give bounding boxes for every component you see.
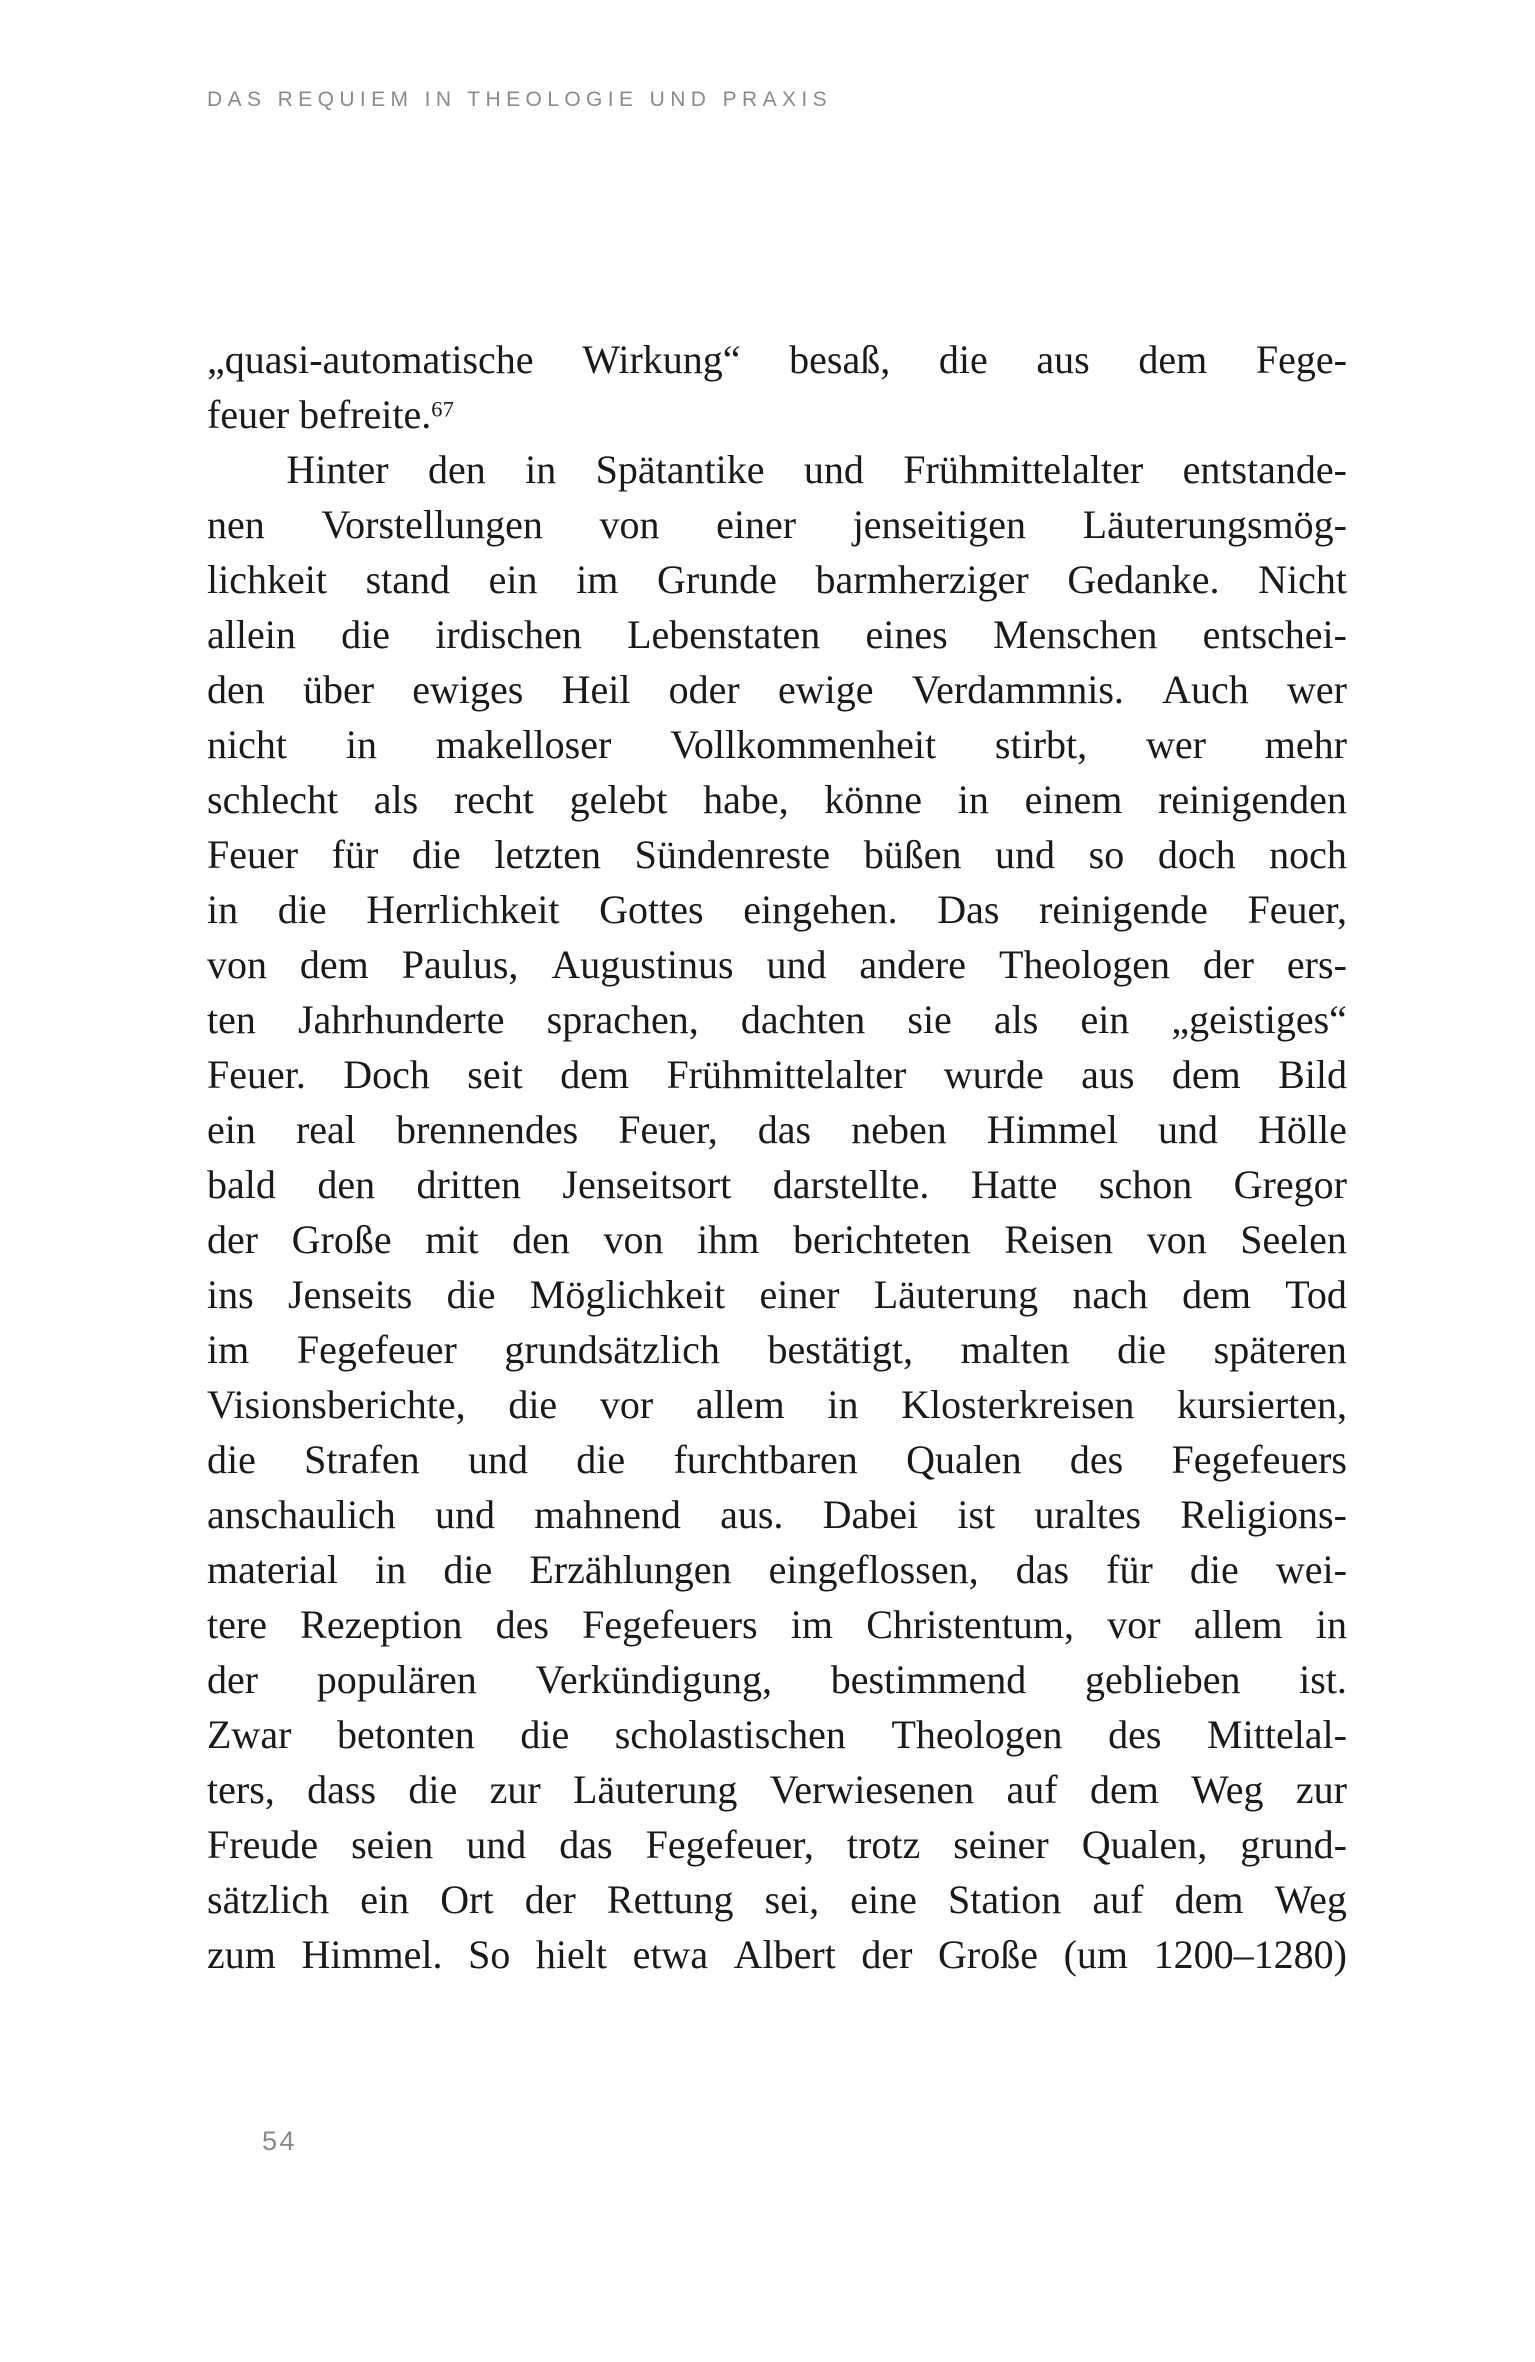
word: ins: [207, 1272, 254, 1317]
word: Nicht: [1258, 557, 1347, 602]
word: Fegefeuer: [296, 1327, 457, 1372]
word: Fege-: [1255, 337, 1347, 382]
word: die: [1189, 1547, 1239, 1592]
word: stirbt,: [994, 722, 1088, 767]
word: und: [467, 1437, 528, 1482]
word: die: [938, 337, 988, 382]
word: recht: [453, 777, 534, 822]
text-line: [207, 992, 1347, 1047]
word: des: [1069, 1437, 1124, 1482]
word: mahnend: [534, 1492, 681, 1537]
word: von: [599, 502, 660, 547]
word: Möglichkeit: [529, 1272, 726, 1317]
word: grund-: [1240, 1822, 1347, 1867]
word: über: [302, 667, 375, 712]
word: der: [207, 1657, 259, 1702]
word: schlecht: [207, 777, 339, 822]
word: dem: [1174, 1877, 1244, 1922]
text-line: [207, 1377, 1347, 1432]
word: Grunde: [656, 557, 777, 602]
word: Feuer,: [618, 1107, 718, 1152]
word: als: [373, 777, 419, 822]
word: der: [861, 1932, 913, 1977]
word: wei-: [1275, 1547, 1347, 1592]
word: Feuer.: [207, 1052, 306, 1097]
word: Christentum,: [866, 1602, 1075, 1647]
word: Jenseitsort: [562, 1162, 732, 1207]
word: dem: [1138, 337, 1208, 382]
word: Hatte: [970, 1162, 1058, 1207]
word: einer: [759, 1272, 840, 1317]
word: Gottes: [599, 887, 704, 932]
word: material: [207, 1547, 339, 1592]
word: ein: [360, 1877, 410, 1922]
word: im: [576, 557, 619, 602]
word: Dabei: [822, 1492, 919, 1537]
text-line: [207, 1872, 1347, 1927]
word: entschei-: [1202, 612, 1347, 657]
text-line: [207, 1322, 1347, 1377]
word: auf: [1092, 1877, 1144, 1922]
word: wer: [1286, 667, 1347, 712]
word: Theologen: [998, 942, 1170, 987]
word: Herrlichkeit: [366, 887, 560, 932]
word: Auch: [1162, 667, 1249, 712]
word: die: [508, 1382, 558, 1427]
word: sie: [907, 997, 952, 1042]
word: letzten: [494, 832, 601, 877]
word: kursierten,: [1177, 1382, 1347, 1427]
word: betonten: [337, 1712, 475, 1757]
page-number: 54: [262, 2126, 298, 2156]
text-line: [207, 1652, 1347, 1707]
word: ewiges: [412, 667, 524, 712]
word: ein: [1080, 997, 1130, 1042]
word: trotz: [846, 1822, 921, 1867]
text-block: [207, 332, 1347, 1982]
word: feuer befreite.: [207, 392, 432, 437]
word: So: [468, 1932, 511, 1977]
word: Theologen: [891, 1712, 1063, 1757]
word: des: [495, 1602, 549, 1647]
word: büßen: [863, 832, 962, 877]
word: dritten: [416, 1162, 521, 1207]
word: zur: [1295, 1767, 1347, 1812]
word: Paulus,: [401, 942, 519, 987]
word: barmherziger: [815, 557, 1029, 602]
word: Große: [291, 1217, 392, 1262]
word: irdischen: [435, 612, 582, 657]
word: sätzlich: [207, 1877, 330, 1922]
word: in: [1315, 1602, 1347, 1647]
word: eine: [850, 1877, 917, 1922]
word: allem: [1193, 1602, 1283, 1647]
word: könne: [824, 777, 923, 822]
word: das: [559, 1822, 613, 1867]
word: Das: [937, 887, 1000, 932]
word: Vollkommenheit: [670, 722, 937, 767]
word: Läuterung: [573, 1767, 738, 1812]
word: Augustinus: [551, 942, 734, 987]
paragraph-opening: [207, 332, 1347, 442]
word: (um: [1063, 1932, 1128, 1977]
word: makelloser: [435, 722, 612, 767]
word: in: [525, 447, 557, 492]
word: dem: [299, 942, 369, 987]
text-line: [207, 882, 1347, 937]
word: noch: [1269, 832, 1347, 877]
text-line: [207, 1762, 1347, 1817]
word: schon: [1098, 1162, 1193, 1207]
word: Weg: [1274, 1877, 1347, 1922]
word: die: [446, 1272, 496, 1317]
word: Ort: [440, 1877, 494, 1922]
word: tere: [207, 1602, 267, 1647]
word: einer: [716, 502, 797, 547]
word: und: [766, 942, 827, 987]
word: Mittelal-: [1207, 1712, 1347, 1757]
text-line: [207, 332, 1347, 387]
word: seiner: [953, 1822, 1049, 1867]
word: aus.: [720, 1492, 784, 1537]
word: Hölle: [1258, 1107, 1347, 1152]
word: allein: [207, 612, 296, 657]
word: von: [603, 1217, 664, 1262]
text-line: [207, 1817, 1347, 1872]
word: im: [790, 1602, 834, 1647]
word: und: [435, 1492, 496, 1537]
word: Verkündigung,: [535, 1657, 773, 1702]
word: in: [207, 887, 239, 932]
word: nach: [1072, 1272, 1148, 1317]
word: eines: [865, 612, 948, 657]
word: Fegefeuers: [582, 1602, 758, 1647]
word: malten: [960, 1327, 1070, 1372]
text-line: [207, 607, 1347, 662]
word: Gregor: [1233, 1162, 1347, 1207]
word: doch: [1157, 832, 1236, 877]
word: Albert: [733, 1932, 836, 1977]
word: des: [1108, 1712, 1162, 1757]
word: vor: [1107, 1602, 1161, 1647]
word: grundsätzlich: [504, 1327, 720, 1372]
word: bestätigt,: [767, 1327, 914, 1372]
text-line: [207, 1597, 1347, 1652]
word: Fegefeuer,: [645, 1822, 814, 1867]
word: Himmel.: [301, 1932, 443, 1977]
text-line: [207, 937, 1347, 992]
text-line: [207, 1542, 1347, 1597]
word: im: [207, 1327, 250, 1372]
word: stand: [365, 557, 451, 602]
paragraph-main: [207, 442, 1347, 1982]
running-header: DAS REQUIEM IN THEOLOGIE UND PRAXIS: [207, 88, 833, 111]
word: Station: [947, 1877, 1062, 1922]
word: Heil: [561, 667, 631, 712]
text-line: [207, 1157, 1347, 1212]
word: eingehen.: [743, 887, 898, 932]
word: Läuterungsmög-: [1082, 502, 1347, 547]
word: den: [207, 667, 265, 712]
word: mit: [425, 1217, 479, 1262]
word: und: [1157, 1107, 1218, 1152]
word: Spätantike: [595, 447, 765, 492]
word: von: [207, 942, 267, 987]
word: lichkeit: [207, 557, 327, 602]
word: in: [827, 1382, 859, 1427]
word: die: [520, 1712, 570, 1757]
word: der: [524, 1877, 576, 1922]
word: Vorstellungen: [321, 502, 543, 547]
word: die: [408, 1767, 458, 1812]
word: Große: [938, 1932, 1038, 1977]
word: Fegefeuers: [1171, 1437, 1347, 1482]
word: Hinter: [286, 447, 389, 492]
text-line: [207, 662, 1347, 717]
word: Gedanke.: [1067, 557, 1220, 602]
word: Doch: [343, 1052, 430, 1097]
word: die: [1117, 1327, 1167, 1372]
text-line: [207, 717, 1347, 772]
word: dem: [1171, 1052, 1241, 1097]
word: sei,: [764, 1877, 820, 1922]
word: für: [331, 832, 379, 877]
word: Wirkung“: [582, 337, 741, 382]
word: reinigende: [1039, 887, 1208, 932]
word: jenseitigen: [852, 502, 1026, 547]
word: Menschen: [992, 612, 1158, 657]
word: geblieben: [1084, 1657, 1241, 1702]
text-line: [207, 497, 1347, 552]
word: Verdammnis.: [911, 667, 1124, 712]
word: Rezeption: [300, 1602, 463, 1647]
word: so: [1088, 832, 1125, 877]
word: Zwar: [207, 1712, 292, 1757]
text-line: [207, 552, 1347, 607]
word: Seelen: [1240, 1217, 1347, 1262]
word: der: [1202, 942, 1254, 987]
word: Himmel: [986, 1107, 1118, 1152]
word: auf: [1006, 1767, 1058, 1812]
word: neben: [851, 1107, 947, 1152]
word: Frühmittelalter: [666, 1052, 907, 1097]
word: für: [1106, 1547, 1153, 1592]
word: seit: [467, 1052, 523, 1097]
word: zur: [489, 1767, 541, 1812]
word: den: [512, 1217, 570, 1262]
word: Rettung: [606, 1877, 734, 1922]
word: das: [1015, 1547, 1070, 1592]
word: und: [466, 1822, 527, 1867]
word: dem: [560, 1052, 630, 1097]
word: Lebenstaten: [627, 612, 821, 657]
word: berichteten: [792, 1217, 971, 1262]
word: den: [427, 447, 486, 492]
word: die: [207, 1437, 256, 1482]
word: späteren: [1213, 1327, 1347, 1372]
word: reinigenden: [1158, 777, 1347, 822]
word: Feuer,: [1247, 887, 1347, 932]
text-line: [207, 1927, 1347, 1982]
word: Religions-: [1180, 1492, 1347, 1537]
word: wurde: [943, 1052, 1044, 1097]
word: ewige: [777, 667, 874, 712]
word: Klosterkreisen: [901, 1382, 1135, 1427]
word: Bild: [1278, 1052, 1347, 1097]
word: furchtbaren: [673, 1437, 858, 1482]
word: den: [317, 1162, 376, 1207]
word: ein: [207, 1107, 256, 1152]
text-line: [207, 1047, 1347, 1102]
word: dem: [1089, 1767, 1159, 1812]
word: Strafen: [304, 1437, 420, 1482]
word: hielt: [535, 1932, 607, 1977]
word: und: [803, 447, 864, 492]
word: oder: [668, 667, 740, 712]
word: einem: [1024, 777, 1123, 822]
text-line: [207, 1707, 1347, 1762]
word: Weg: [1191, 1767, 1264, 1812]
word: bald: [207, 1162, 276, 1207]
word: „quasi-automatische: [207, 337, 534, 382]
text-line: [207, 1487, 1347, 1542]
word: nen: [207, 502, 265, 547]
word: die: [576, 1437, 626, 1482]
word: die: [341, 612, 390, 657]
word: aus: [1036, 337, 1090, 382]
word: andere: [859, 942, 967, 987]
word: anschaulich: [207, 1492, 396, 1537]
word: scholastischen: [614, 1712, 846, 1757]
word: Reisen: [1004, 1217, 1114, 1262]
word: Qualen,: [1081, 1822, 1208, 1867]
word: Frühmittelalter: [903, 447, 1144, 492]
word: „geistiges“: [1171, 997, 1347, 1042]
footnote-reference[interactable]: 67: [431, 396, 455, 422]
word: entstande-: [1182, 447, 1347, 492]
word: Visionsberichte,: [207, 1382, 466, 1427]
word: bestimmend: [830, 1657, 1027, 1702]
word: habe,: [703, 777, 789, 822]
word: zum: [207, 1932, 276, 1977]
word: ein: [488, 557, 538, 602]
word: brennendes: [395, 1107, 579, 1152]
word: populären: [316, 1657, 477, 1702]
word: Jenseits: [287, 1272, 413, 1317]
word: nicht: [207, 722, 287, 767]
word: der: [207, 1217, 259, 1262]
word: ist.: [1299, 1657, 1347, 1702]
text-line: [207, 772, 1347, 827]
word: die: [443, 1547, 493, 1592]
word: ihm: [697, 1217, 760, 1262]
word: Feuer: [207, 832, 299, 877]
word: in: [345, 722, 377, 767]
word: sprachen,: [546, 997, 699, 1042]
word: ist: [957, 1492, 996, 1537]
word: etwa: [632, 1932, 709, 1977]
word: Jahrhunderte: [297, 997, 505, 1042]
text-line: [207, 1432, 1347, 1487]
word: ters,: [207, 1767, 275, 1812]
word: vor: [599, 1382, 654, 1427]
word: Tod: [1285, 1272, 1347, 1317]
word: die: [277, 887, 327, 932]
paragraph-indent: [207, 442, 247, 497]
word: Erzählungen: [529, 1547, 732, 1592]
word: gelebt: [569, 777, 668, 822]
text-line: [207, 1212, 1347, 1267]
word: ers-: [1286, 942, 1347, 987]
text-line: [207, 1267, 1347, 1322]
word: Sündenreste: [634, 832, 831, 877]
word: dass: [307, 1767, 377, 1812]
word: besaß,: [789, 337, 891, 382]
word: Verwiesenen: [769, 1767, 975, 1812]
text-line: [207, 1102, 1347, 1157]
word: darstellte.: [772, 1162, 930, 1207]
word: als: [993, 997, 1039, 1042]
word: Freude: [207, 1822, 319, 1867]
word: dachten: [740, 997, 866, 1042]
word: real: [295, 1107, 356, 1152]
word: allem: [695, 1382, 785, 1427]
word: das: [757, 1107, 812, 1152]
word: Qualen: [906, 1437, 1022, 1482]
word: wer: [1145, 722, 1206, 767]
word: und: [995, 832, 1056, 877]
word: seien: [351, 1822, 434, 1867]
text-line: [207, 827, 1347, 882]
word: ten: [207, 997, 256, 1042]
text-line: [207, 387, 1347, 442]
word: in: [957, 777, 989, 822]
word: uraltes: [1034, 1492, 1142, 1537]
word: mehr: [1264, 722, 1347, 767]
word: von: [1146, 1217, 1207, 1262]
word: die: [411, 832, 461, 877]
word: dem: [1182, 1272, 1251, 1317]
word: 1200–1280): [1153, 1932, 1347, 1977]
word: Läuterung: [873, 1272, 1039, 1317]
text-line: [207, 442, 1347, 497]
word: eingeflossen,: [768, 1547, 979, 1592]
word: in: [375, 1547, 407, 1592]
word: aus: [1081, 1052, 1135, 1097]
